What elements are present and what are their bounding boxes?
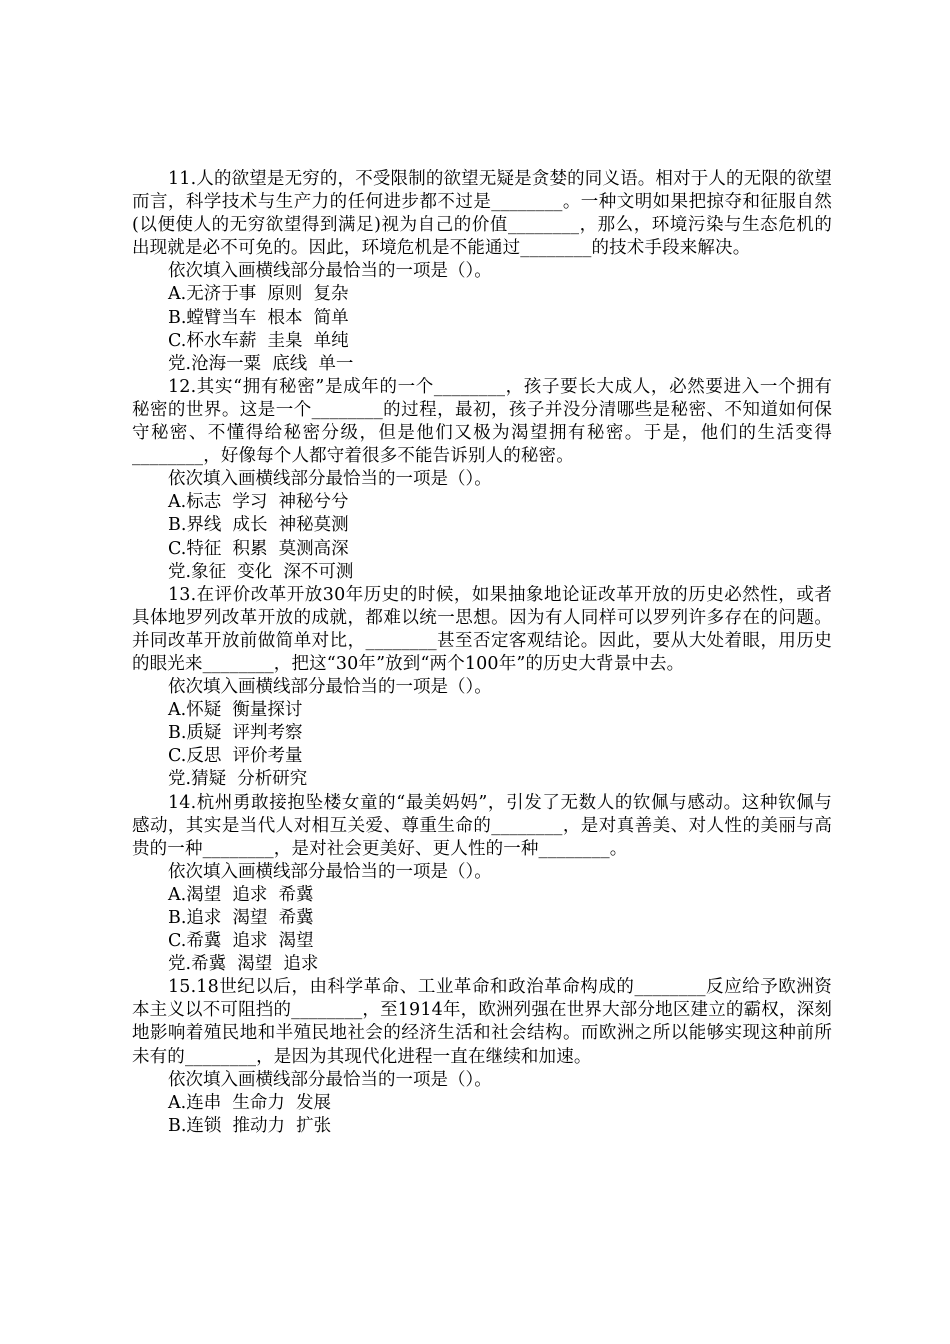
question-15	[132, 976, 832, 1138]
question-text: 14.杭州勇敢接抱坠楼女童的“最美妈妈”，引发了无数人的钦佩与感动。这种钦佩与感动，其实是当代人对相互关爱、尊重生命的________，是对真善美、对人性的美丽与高贵的一种________，是对社会更美好、更人性的一种________。	[132, 792, 832, 859]
option-a: A.连串 生命力 发展	[168, 1092, 331, 1113]
option-c: C.杯水车薪 圭臬 单纯	[168, 330, 349, 351]
option-d: 党.猜疑 分析研究	[168, 769, 308, 790]
question-prompt: 依次填入画横线部分最恰当的一项是（）。	[168, 677, 492, 698]
option-d: 党.象征 变化 深不可测	[168, 561, 354, 582]
question-prompt: 依次填入画横线部分最恰当的一项是（）。	[168, 469, 492, 490]
question-13	[132, 584, 832, 792]
question-text: 13.在评价改革开放30年历史的时候，如果抽象地论证改革开放的历史必然性，或者具体地罗列改革开放的成就，都难以统一思想。因为有人同样可以罗列许多存在的问题。并同改革开放前做简单对比，________甚至否定客观结论。因此，要从大处着眼，用历史的眼光来________，把这“30年”放到“两个100年”的历史大背景中去。	[132, 584, 832, 674]
option-a: A.怀疑 衡量探讨	[168, 700, 303, 721]
option-a: A.标志 学习 神秘兮兮	[168, 492, 349, 513]
option-b: B.界线 成长 神秘莫测	[168, 515, 349, 536]
option-c: C.希冀 追求 渴望	[168, 931, 314, 952]
question-list	[132, 168, 832, 1138]
question-text: 15.18世纪以后，由科学革命、工业革命和政治革命构成的________反应给予欧洲资本主义以不可阻挡的________，至1914年，欧洲列强在世界大部分地区建立的霸权，深刻地影响着殖民地和半殖民地社会的经济生活和社会结构。而欧洲之所以能够实现这种前所未有的________，是因为其现代化进程一直在继续和加速。	[132, 977, 832, 1067]
option-b: B.质疑 评判考察	[168, 723, 303, 744]
question-14	[132, 792, 832, 977]
question-prompt: 依次填入画横线部分最恰当的一项是（）。	[168, 861, 492, 882]
option-a: A.无济于事 原则 复杂	[168, 284, 349, 305]
question-prompt: 依次填入画横线部分最恰当的一项是（）。	[168, 1069, 492, 1090]
option-a: A.渴望 追求 希冀	[168, 884, 314, 905]
option-b: B.螳臂当车 根本 简单	[168, 307, 349, 328]
question-text: 11.人的欲望是无穷的，不受限制的欲望无疑是贪婪的同义语。相对于人的无限的欲望而言，科学技术与生产力的任何进步都不过是________。一种文明如果把掠夺和征服自然(以便使人的无穷欲望得到满足)视为自己的价值________，那么，环境污染与生态危机的出现就是必不可免的。因此，环境危机是不能通过________的技术手段来解决。	[132, 169, 832, 259]
option-d: 党.希冀 渴望 追求	[168, 954, 319, 975]
option-c: C.特征 积累 莫测高深	[168, 538, 349, 559]
question-prompt: 依次填入画横线部分最恰当的一项是（）。	[168, 261, 492, 282]
question-12	[132, 376, 832, 584]
option-d: 党.沧海一粟 底线 单一	[168, 353, 354, 374]
question-text: 12.其实“拥有秘密”是成年的一个________，孩子要长大成人，必然要进入一个拥有秘密的世界。这是一个________的过程，最初，孩子并没分清哪些是秘密、不知道如何保守秘密、不懂得给秘密分级，但是他们又极为渴望拥有秘密。于是，他们的生活变得________，好像每个人都守着很多不能告诉别人的秘密。	[132, 376, 832, 467]
question-11	[132, 168, 832, 376]
option-b: B.追求 渴望 希冀	[168, 908, 314, 928]
option-b: B.连锁 推动力 扩张	[168, 1115, 332, 1136]
option-c: C.反思 评价考量	[168, 746, 303, 767]
